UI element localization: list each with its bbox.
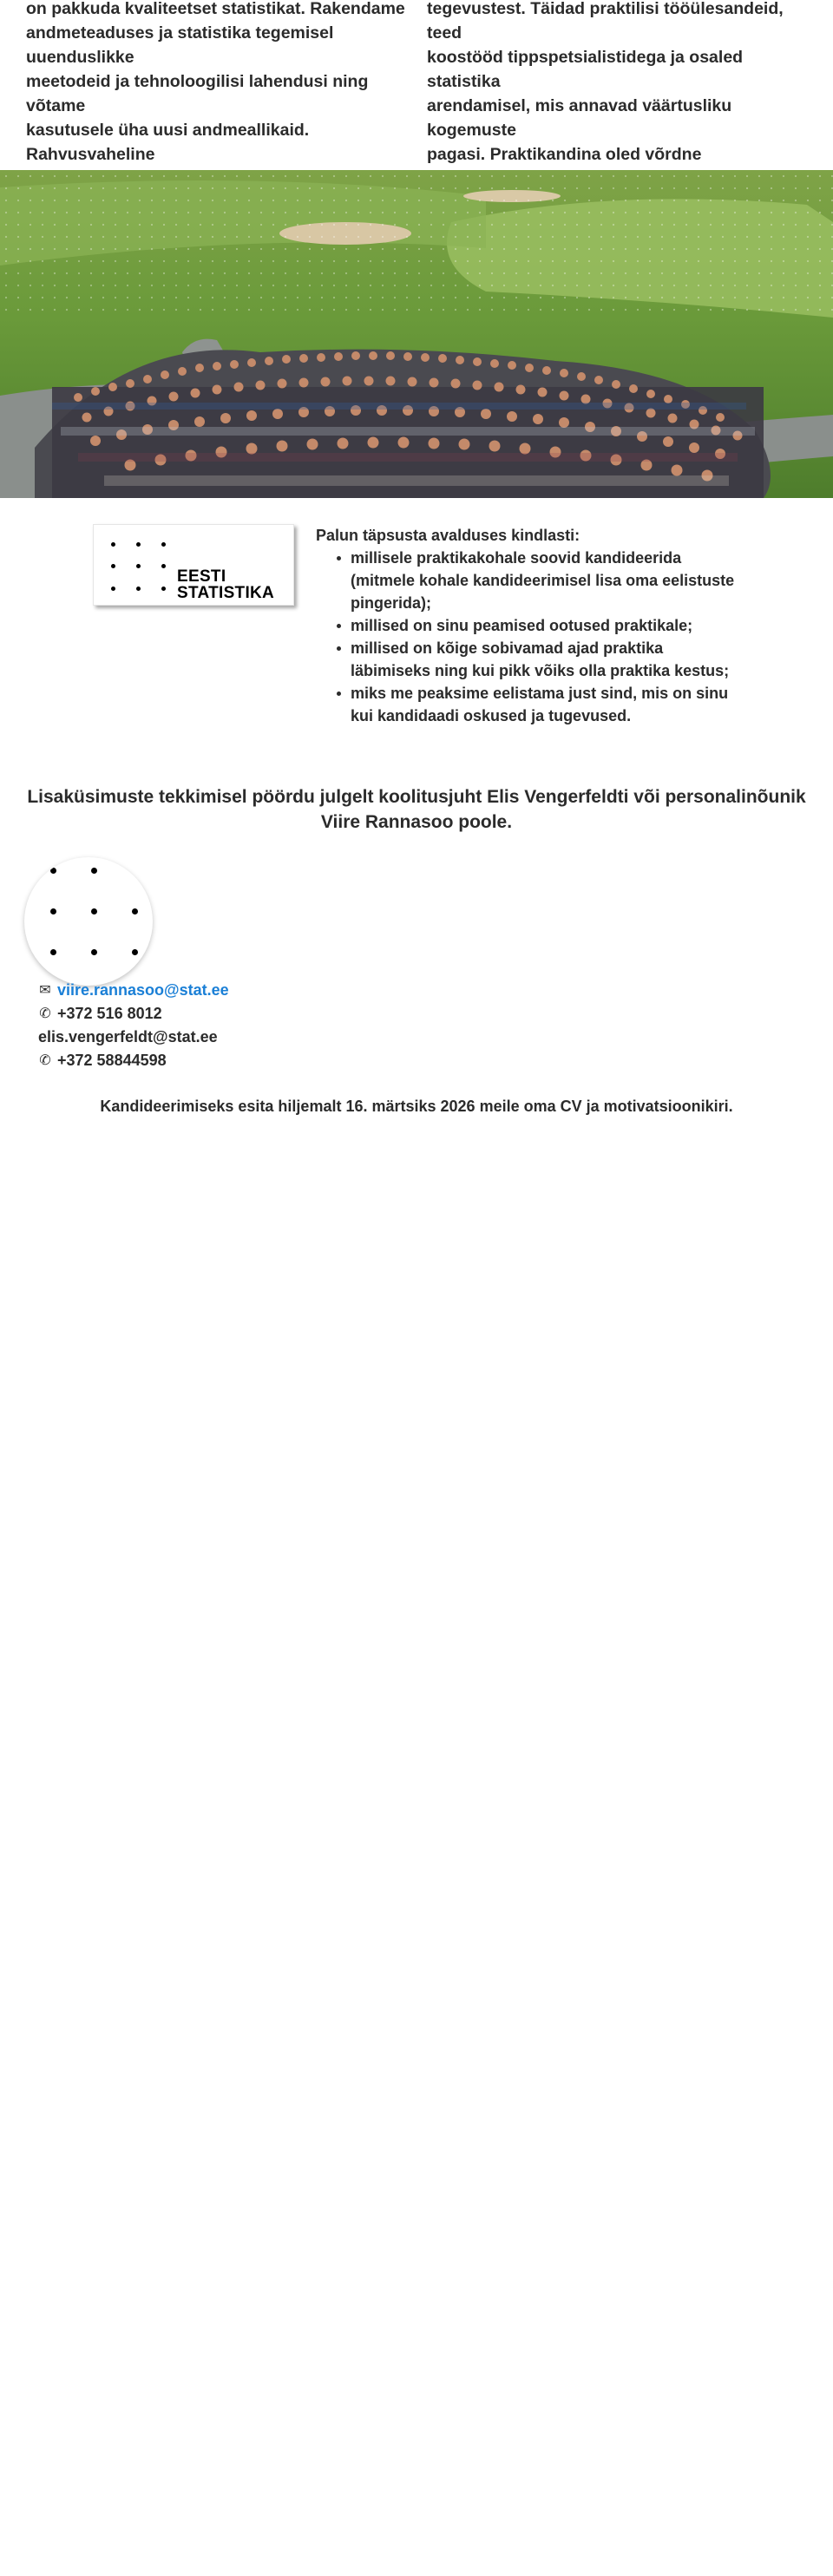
eesti-statistika-logo bbox=[93, 524, 294, 606]
envelope-icon: ✉ bbox=[39, 983, 51, 998]
logo-dot bbox=[111, 542, 115, 547]
contact-heading: Lisaküsimuste tekkimisel pöördu julgelt koolitusjuht Elis Vengerfeldti või personalinõunik Viire Rannasoo poole. bbox=[27, 787, 806, 832]
email-link-viire[interactable]: viire.rannasoo@stat.ee bbox=[57, 981, 229, 999]
intro-left-line: on pakkuda kvaliteetset statistikat. Rakendame bbox=[26, 0, 405, 18]
requirements-intro: Palun täpsusta avalduses kindlasti: bbox=[316, 527, 580, 544]
intro-right-line: tegevustest. Täidad praktilisi tööülesandeid, teed bbox=[427, 0, 784, 43]
application-deadline: Kandideerimiseks esita hiljemalt 16. märtsiks 2026 meile oma CV ja motivatsioonikiri. bbox=[100, 1098, 733, 1115]
requirement-item: miks me peaksime eelistama just sind, mis on sinu kui kandidaadi oskused ja tugevused. bbox=[337, 682, 741, 727]
intro-left-line: kasutusele üha uusi andmeallikaid. Rahvusvaheline bbox=[26, 121, 310, 164]
avatar-dot bbox=[50, 868, 56, 874]
logo-wordmark bbox=[177, 568, 274, 601]
requirement-item: millisele praktikakohale soovid kandideerida (mitmele kohale kandideerimisel lisa oma eelistuste pingerida); bbox=[337, 547, 741, 614]
avatar-dot bbox=[91, 908, 97, 914]
contact-avatar bbox=[24, 857, 153, 986]
phone-icon: ✆ bbox=[39, 1006, 51, 1021]
contact-details bbox=[38, 979, 472, 1072]
avatar-dot bbox=[91, 868, 97, 874]
logo-line-2: STATISTIKA bbox=[177, 584, 275, 602]
requirements-list bbox=[337, 547, 741, 727]
logo-dot bbox=[111, 564, 115, 568]
application-requirements bbox=[316, 524, 741, 727]
phone-icon: ✆ bbox=[39, 1053, 51, 1068]
intro-right-line: koostööd tippspetsialistidega ja osaled statistika bbox=[427, 48, 744, 91]
intro-left-line: meetodeid ja tehnoloogilisi lahendusi ning võtame bbox=[26, 72, 369, 115]
intro-right-line: arendamisel, mis annavad väärtusliku kogemuste bbox=[427, 96, 732, 140]
avatar-dot bbox=[132, 868, 138, 874]
phone-viire[interactable]: +372 516 8012 bbox=[57, 1005, 162, 1022]
requirement-item: millised on kõige sobivamad ajad praktika läbimiseks ning kui pikk võiks olla praktika kestus; bbox=[337, 637, 741, 682]
contact-phone-row bbox=[38, 1002, 472, 1026]
phone-elis[interactable]: +372 58844598 bbox=[57, 1052, 167, 1069]
logo-dot bbox=[161, 542, 166, 547]
logo-dot bbox=[161, 587, 166, 591]
team-group-photo bbox=[0, 170, 833, 498]
logo-line-1: EESTI bbox=[177, 567, 226, 586]
avatar-dot bbox=[91, 949, 97, 955]
avatar-dot bbox=[132, 908, 138, 914]
intro-section bbox=[0, 0, 833, 170]
contact-email-row bbox=[38, 979, 472, 1002]
logo-dot bbox=[136, 542, 141, 547]
avatar-dot bbox=[50, 949, 56, 955]
logo-dot bbox=[136, 587, 141, 591]
contact-email-row-2 bbox=[38, 1026, 472, 1049]
logo-dot bbox=[161, 564, 166, 568]
intro-right-line: pagasi. Praktikandina oled võrdne bbox=[427, 145, 702, 164]
intro-left-line: andmeteaduses ja statistika tegemisel uuenduslikke bbox=[26, 23, 334, 67]
logo-dot bbox=[111, 587, 115, 591]
avatar-dot bbox=[132, 949, 138, 955]
contact-phone-row-2 bbox=[38, 1049, 472, 1072]
logo-dot bbox=[136, 564, 141, 568]
avatar-dot bbox=[50, 908, 56, 914]
email-elis[interactable]: elis.vengerfeldt@stat.ee bbox=[38, 1028, 218, 1045]
requirement-item: millised on sinu peamised ootused praktikale; bbox=[337, 614, 741, 637]
